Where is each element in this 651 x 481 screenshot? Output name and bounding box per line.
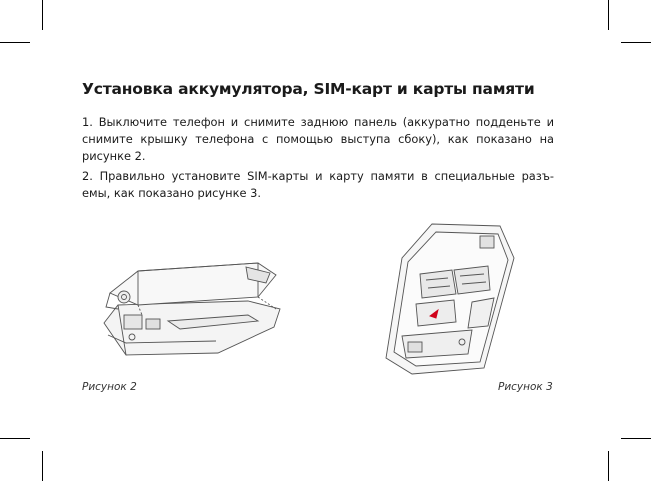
crop-mark-bottom-left-vertical xyxy=(42,451,43,481)
page-title: Установка аккумулятора, SIM-карт и карты памяти xyxy=(82,80,535,98)
crop-mark-bottom-left-horizontal xyxy=(0,438,30,439)
crop-mark-top-left-vertical xyxy=(42,0,43,30)
phone-back-cover-removal-illustration xyxy=(98,245,298,365)
phone-sim-slots-illustration xyxy=(372,218,522,378)
crop-mark-top-right-vertical xyxy=(608,0,609,30)
figure-3-caption: Рисунок 3 xyxy=(498,381,553,393)
figure-2-caption: Рисунок 2 xyxy=(82,381,137,393)
instruction-step-1: 1. Выключите телефон и снимите заднюю панель (аккуратно подденьте и снимите крышку телефона с помощью выступа сбоку), как показано на рисунке 2. xyxy=(82,115,554,163)
crop-mark-top-right-horizontal xyxy=(621,42,651,43)
instruction-step-2: 2. Правильно установите SIM-карты и карту памяти в специальные разъ-емы, как показано рисунке 3. xyxy=(82,169,554,200)
crop-mark-bottom-right-vertical xyxy=(608,451,609,481)
crop-mark-bottom-right-horizontal xyxy=(621,438,651,439)
crop-mark-top-left-horizontal xyxy=(0,42,30,43)
